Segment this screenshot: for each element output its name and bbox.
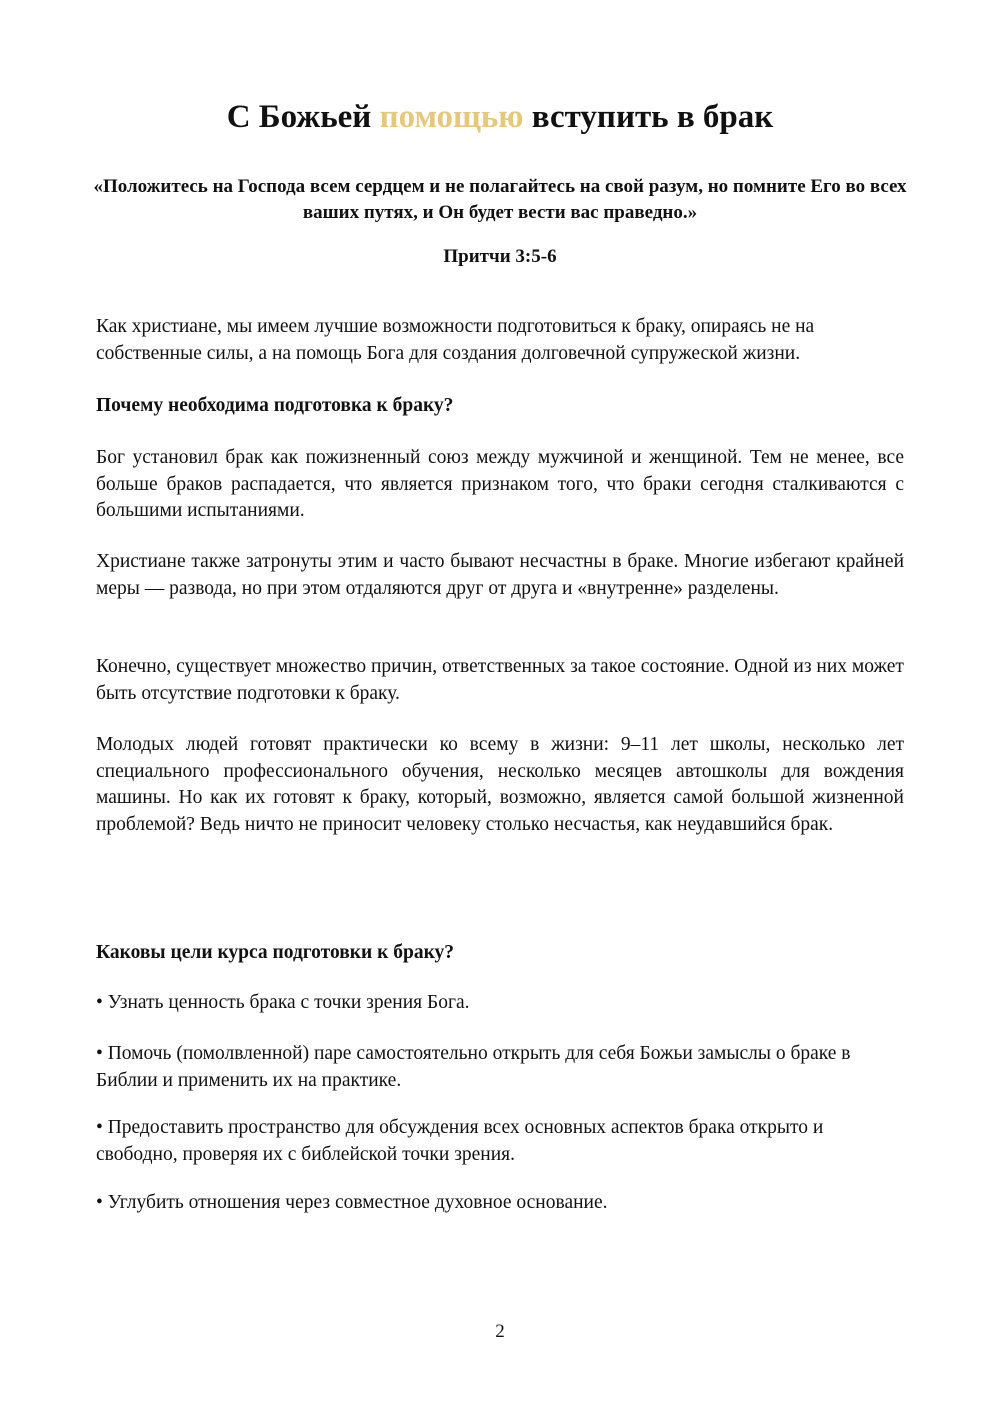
section-heading-goals: Каковы цели курса подготовки к браку? [96,942,455,963]
goal-bullet-1: • Узнать ценность брака с точки зрения Бога. [96,992,470,1013]
title-part-1: С Божьей [226,99,380,135]
title-accent-word: помощью [379,99,524,135]
paragraph-marriage-established: Бог установил брак как пожизненный союз между мужчиной и женщиной. Тем не менее, все больше браков распадается, что является признаком того, что браки сегодня сталкиваются с большими испытаниями. [96,447,904,521]
page-number: 2 [495,1321,505,1342]
paragraph-young-people: Молодых людей готовят практически ко всему в жизни: 9–11 лет школы, несколько лет специального профессионального обучения, несколько месяцев автошколы для вождения машины. Но как их готовят к браку, который, возможно, является самой большой жизненной проблемой? Ведь ничто не приносит человеку столько несчастья, как неудавшийся брак. [96,734,904,835]
goal-bullet-3: • Предоставить пространство для обсуждения всех основных аспектов брака открыто и свободно, проверяя их с библейской точки зрения. [96,1117,824,1165]
intro-paragraph: Как христиане, мы имеем лучшие возможности подготовиться к браку, опираясь не на собственные силы, а на помощь Бога для создания долговечной супружеской жизни. [96,316,815,364]
paragraph-christians-affected: Христиане также затронуты этим и часто бывают несчастны в браке. Многие избегают крайней меры — развода, но при этом отдаляются друг от друга и «внутренне» разделены. [96,551,904,599]
epigraph-quote: «Положитесь на Господа всем сердцем и не полагайтесь на свой разум, но помните Его во всех ваших путях, и Он будет вести вас праведно.» [93,176,907,223]
section-heading-why: Почему необходима подготовка к браку? [96,395,454,416]
title-part-2: вступить в брак [523,99,774,135]
page-title [0,94,1000,140]
epigraph-reference: Притчи 3:5-6 [443,246,557,267]
goal-bullet-2: • Помочь (помолвленной) паре самостоятельно открыть для себя Божьи замыслы о браке в Библии и применить их на практике. [96,1043,851,1091]
goal-bullet-4: • Углубить отношения через совместное духовное основание. [96,1192,608,1213]
paragraph-reasons: Конечно, существует множество причин, ответственных за такое состояние. Одной из них может быть отсутствие подготовки к браку. [96,656,904,704]
